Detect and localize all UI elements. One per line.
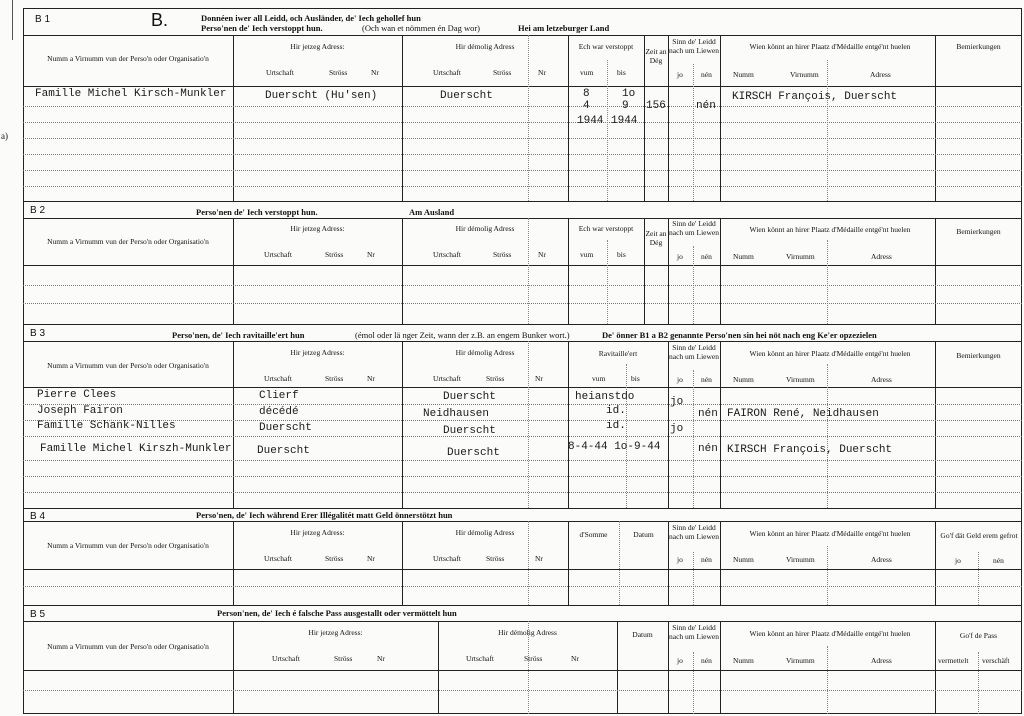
header-urtschaft: Urtschaft: [433, 250, 461, 259]
header-gof-pass: Go'f de Pass: [959, 631, 998, 640]
header-urtschaft: Urtschaft: [266, 68, 294, 77]
entry-nen: nén: [698, 408, 718, 420]
header-stross: Ströss: [486, 374, 505, 383]
header-stross: Ströss: [524, 654, 543, 663]
header-sinn: Sinn de' Leidd nach um Liewen: [669, 37, 719, 55]
header-jo: jo: [677, 656, 683, 665]
header-numm: Numm: [733, 555, 754, 564]
header-wien: Wien könnt an hirer Plaatz d'Médaille entgé'nt huelen: [749, 349, 911, 358]
section-code: B 3: [30, 328, 46, 339]
header-bis: bis: [617, 250, 626, 259]
header-urtschaft: Urtschaft: [433, 374, 461, 383]
header-name: Numm a Virnumm vun der Perso'n oder Organisatio'n: [47, 541, 209, 550]
header-nr: Nr: [371, 68, 379, 77]
header-sinn: Sinn de' Leidd nach um Liewen: [669, 623, 719, 641]
entry-name: Joseph Fairon: [37, 405, 123, 417]
header-virnumm: Virnumm: [790, 70, 819, 79]
header-urtschaft: Urtschaft: [264, 374, 292, 383]
entry-addr-old: Duerscht: [443, 391, 496, 403]
section-letter: B.: [151, 10, 169, 30]
header-wien: Wien könnt an hirer Plaatz d'Médaille entgé'nt huelen: [749, 42, 911, 51]
entry-nen: nén: [696, 100, 716, 112]
entry-vum-year: 1944: [577, 115, 604, 127]
header-sinn: Sinn de' Leidd nach um Liewen: [669, 523, 719, 541]
header-zeit: Zeit an Dég: [645, 47, 667, 65]
header-stross: Ströss: [329, 68, 348, 77]
entry-ravitailleert: heianstdo: [575, 391, 635, 403]
header-name: Numm a Virnumm vun der Perso'n oder Organisatio'n: [47, 54, 209, 63]
header-numm: Numm: [733, 70, 754, 79]
entry-bis-year: 1944: [611, 115, 638, 127]
header-name: Numm a Virnumm vun der Perso'n oder Organisatio'n: [47, 642, 209, 651]
entry-addr-now: Duerscht: [257, 445, 310, 457]
header-nen: nén: [701, 70, 712, 79]
entry-name: Famille Michel Kirszh-Munkler: [40, 443, 232, 455]
header-datum: Datum: [633, 530, 654, 539]
section-title-note: (émol oder lä nger Zeit, wann der z.B. an engem Bunker wort.): [355, 330, 570, 340]
header-addr-now: Hir jetzeg Adress:: [290, 348, 345, 357]
entry-wien: FAIRON René, Neidhausen: [727, 408, 879, 420]
header-vum: vum: [580, 250, 594, 259]
section-code: B 1: [35, 14, 51, 25]
header-jo: jo: [677, 555, 683, 564]
header-urtschaft: Urtschaft: [466, 654, 494, 663]
header-bemierkungen: Bemierkungen: [956, 42, 1001, 51]
header-addr-old: Hir démolig Adress: [498, 628, 557, 637]
header-stross: Ströss: [493, 250, 512, 259]
header-addr-old: Hir démolig Adress: [455, 348, 515, 357]
header-nr: Nr: [367, 554, 375, 563]
header-gof-jo: jo: [955, 556, 961, 565]
entry-addr-old: Duerscht: [440, 90, 493, 102]
section-title: Perso'nen, de' Iech während Erer Illégalitét matt Geld önnerstötzt hun: [196, 510, 453, 520]
header-vum: vum: [580, 68, 594, 77]
entry-bis-month: 9: [622, 100, 629, 112]
header-bis: bis: [617, 68, 626, 77]
section-title-remark: De' önner B1 a B2 genannte Perso'nen sin hei nöt nach eng Ke'er opzezielen: [602, 330, 877, 340]
entry-jo: jo: [670, 423, 684, 435]
header-adress: Adress: [871, 656, 892, 665]
header-nr: Nr: [377, 654, 385, 663]
header-name: Numm a Virnumm vun der Perso'n oder Organisatio'n: [47, 237, 209, 246]
entry-wien: KIRSCH François, Duerscht: [727, 444, 893, 456]
section-code: B 4: [30, 511, 46, 522]
header-addr-old: Hir démolig Adress: [455, 528, 515, 537]
header-adress: Adress: [871, 375, 892, 384]
header-addr-old: Hir démolig Adress: [455, 42, 515, 51]
entry-name: Famille Michel Kirsch-Munkler: [35, 88, 227, 100]
header-addr-now: Hir jetzeg Adress:: [290, 42, 345, 51]
header-adress: Adress: [871, 252, 892, 261]
header-gof-nen: nén: [993, 556, 1004, 565]
section-subtitle: Perso'nen de' Iech verstoppt hun.: [201, 23, 323, 33]
header-virnumm: Virnumm: [786, 656, 815, 665]
header-nr: Nr: [535, 374, 543, 383]
header-nr: Nr: [535, 554, 543, 563]
section-title: Person'nen, de' Iech é falsche Pass ausgestallt oder vermöttelt hun: [217, 608, 457, 618]
header-virnumm: Virnumm: [786, 252, 815, 261]
entry-nen: nén: [698, 443, 718, 455]
entry-vum-month: 4: [583, 100, 590, 112]
header-wien: Wien könnt an hirer Plaatz d'Médaille entgé'nt huelen: [749, 225, 911, 234]
header-urtschaft: Urtschaft: [433, 68, 461, 77]
section-subtitle-place: Hei am letzeburger Land: [518, 23, 610, 33]
header-jo: jo: [677, 252, 683, 261]
section-code: B 2: [30, 205, 46, 216]
entry-ravitailleert: id.: [606, 405, 626, 417]
section-title: Perso'nen, de' Iech ravitaille'ert hun: [172, 330, 305, 340]
header-jo: jo: [677, 70, 683, 79]
header-bis: bis: [631, 374, 640, 383]
header-addr-now: Hir jetzeg Adress:: [308, 628, 363, 637]
section-subtitle-note: (Och wan et nömmen én Dag wor): [362, 23, 481, 33]
header-gof-geld: Go'f dät Geld erem gefrot: [940, 531, 1018, 540]
margin-mark: a): [1, 131, 8, 141]
header-vermettelt: vermettelt: [938, 656, 969, 665]
header-nr: Nr: [538, 68, 546, 77]
header-adress: Adress: [871, 555, 892, 564]
header-bemierkungen: Bemierkungen: [956, 351, 1001, 360]
header-verstoppt: Ech war verstoppt: [578, 42, 634, 51]
header-urtschaft: Urtschaft: [272, 654, 300, 663]
header-nr: Nr: [367, 250, 375, 259]
left-edge-mark: [2, 0, 13, 40]
header-virnumm: Virnumm: [786, 555, 815, 564]
header-nen: nén: [701, 252, 712, 261]
entry-ravitailleert: id.: [606, 420, 626, 432]
header-wien: Wien könnt an hirer Plaatz d'Médaille entgé'nt huelen: [749, 529, 911, 538]
section-code: B 5: [30, 609, 46, 620]
entry-vum-day: 8: [583, 88, 590, 100]
header-addr-now: Hir jetzeg Adress:: [290, 224, 345, 233]
header-nen: nén: [701, 375, 712, 384]
header-nr: Nr: [571, 654, 579, 663]
header-zeit: Zeit an Dég: [645, 229, 667, 247]
entry-name: Famille Schank-Nilles: [37, 420, 176, 432]
section-title: Perso'nen de' Iech verstoppt hun.: [196, 207, 318, 217]
entry-addr-now: Duerscht (Hu'sen): [265, 90, 378, 102]
header-verschaft: verschäft: [982, 656, 1010, 665]
header-stross: Ströss: [325, 374, 344, 383]
header-bemierkungen: Bemierkungen: [956, 227, 1001, 236]
header-stross: Ströss: [334, 654, 353, 663]
header-nr: Nr: [367, 374, 375, 383]
header-addr-now: Hir jetzeg Adress:: [290, 528, 345, 537]
entry-ravitailleert: 8-4-44 1o-9-44: [568, 441, 661, 453]
header-somme: d'Somme: [579, 530, 608, 539]
header-nr: Nr: [538, 250, 546, 259]
header-verstoppt: Ech war verstoppt: [578, 224, 634, 233]
header-sinn: Sinn de' Leidd nach um Liewen: [669, 343, 719, 361]
entry-addr-now: Duerscht: [259, 422, 312, 434]
header-numm: Numm: [733, 375, 754, 384]
header-stross: Ströss: [325, 250, 344, 259]
entry-addr-now: décédé: [259, 406, 299, 418]
header-numm: Numm: [733, 656, 754, 665]
header-name: Numm a Virnumm vun der Perso'n oder Organisatio'n: [47, 361, 209, 370]
entry-addr-old: Duerscht: [443, 425, 496, 437]
entry-addr-old: Duerscht: [447, 447, 500, 459]
header-urtschaft: Urtschaft: [264, 554, 292, 563]
section-title: Donnéen iwer all Leidd, och Ausländer, de' Iech gehollef hun: [201, 13, 421, 23]
header-jo: jo: [677, 375, 683, 384]
header-sinn: Sinn de' Leidd nach um Liewen: [669, 219, 719, 237]
header-wien: Wien könnt an hirer Plaatz d'Médaille entgé'nt huelen: [749, 629, 911, 638]
header-ravitailleert: Ravitaille'ert: [598, 349, 638, 358]
header-urtschaft: Urtschaft: [433, 554, 461, 563]
entry-zeit: 156: [646, 100, 666, 112]
entry-addr-old: Neidhausen: [423, 408, 490, 420]
header-addr-old: Hir démolig Adress: [455, 224, 515, 233]
header-numm: Numm: [733, 252, 754, 261]
entry-bis-day: 1o: [622, 88, 636, 100]
section-title-place: Am Ausland: [409, 207, 455, 217]
header-stross: Ströss: [493, 68, 512, 77]
header-adress: Adress: [870, 70, 891, 79]
header-nen: nén: [701, 555, 712, 564]
header-virnumm: Virnumm: [786, 375, 815, 384]
header-stross: Ströss: [486, 554, 505, 563]
entry-addr-now: Clierf: [259, 390, 299, 402]
entry-jo: jo: [670, 396, 684, 408]
header-nen: nén: [701, 656, 712, 665]
header-vum: vum: [592, 374, 606, 383]
entry-name: Pierre Clees: [37, 389, 117, 401]
entry-wien: KIRSCH François, Duerscht: [732, 91, 898, 103]
header-stross: Ströss: [325, 554, 344, 563]
header-urtschaft: Urtschaft: [264, 250, 292, 259]
header-datum: Datum: [632, 630, 653, 639]
